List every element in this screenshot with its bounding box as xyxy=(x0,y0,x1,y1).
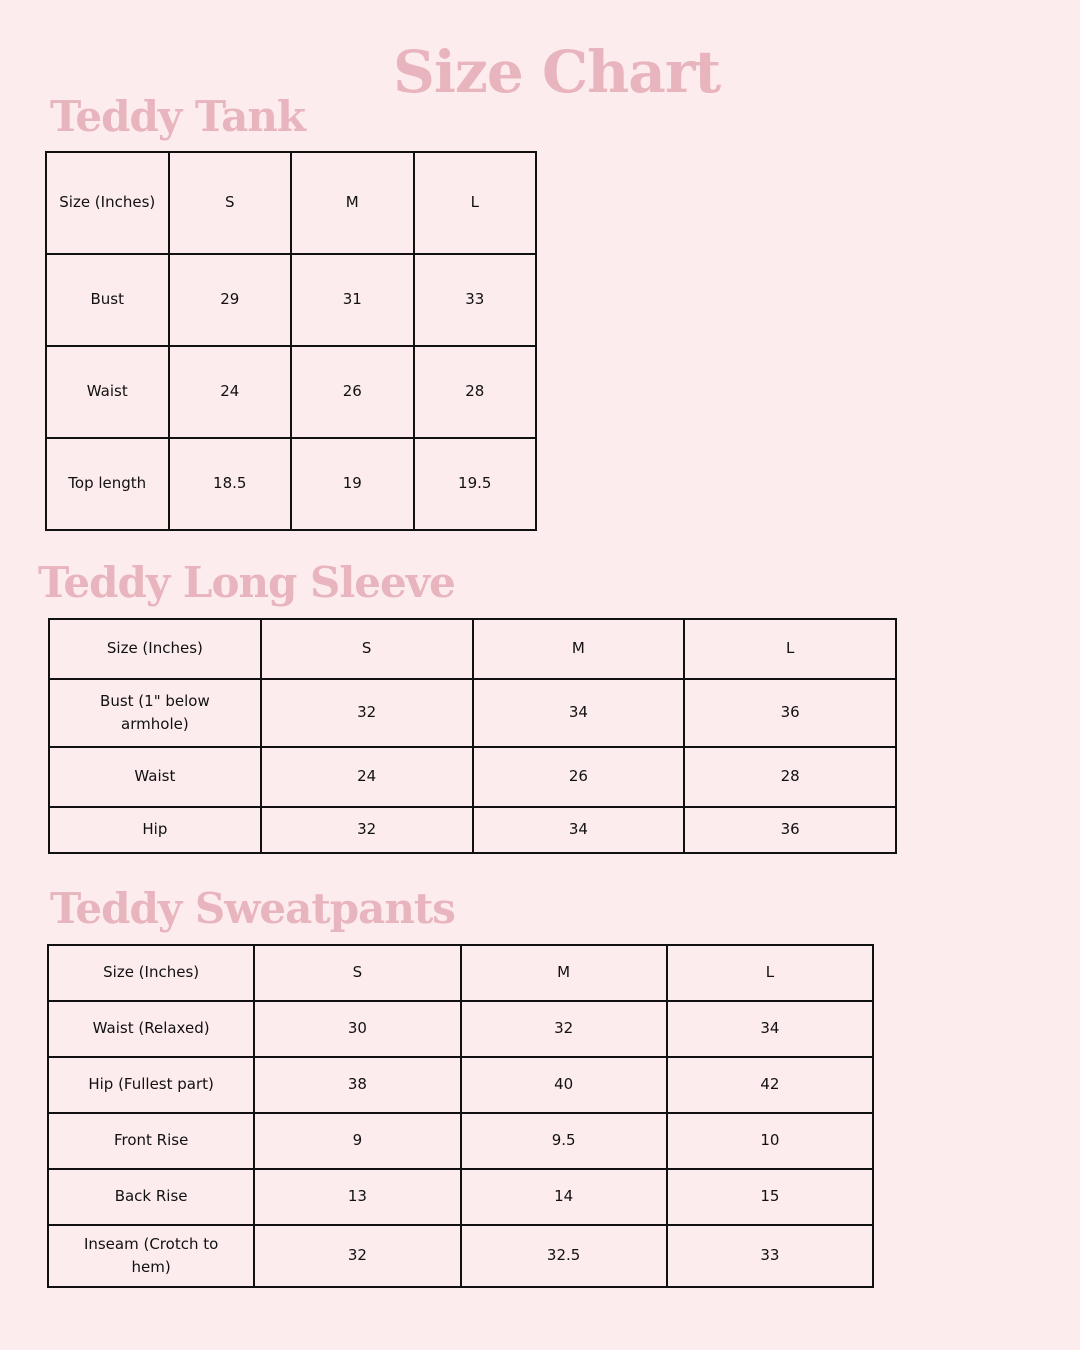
teddy-tank-title: Teddy Tank xyxy=(50,92,306,141)
row-label: Inseam (Crotch to hem) xyxy=(48,1225,254,1287)
header-cell-l: L xyxy=(684,619,896,679)
header-cell-l: L xyxy=(667,945,873,1001)
table-cell: 32 xyxy=(254,1225,460,1287)
table-cell: 42 xyxy=(667,1057,873,1113)
teddy-long-sleeve-title: Teddy Long Sleeve xyxy=(38,558,455,607)
table-cell: 34 xyxy=(667,1001,873,1057)
table-cell: 9.5 xyxy=(461,1113,667,1169)
table-cell: 33 xyxy=(414,254,537,346)
teddy-tank-size-table xyxy=(45,151,537,531)
row-label: Bust xyxy=(46,254,169,346)
header-cell-l: L xyxy=(414,152,537,254)
table-row xyxy=(49,747,896,807)
header-cell-s: S xyxy=(169,152,292,254)
row-label: Hip xyxy=(49,807,261,853)
page-title: Size Chart xyxy=(393,38,721,106)
table-header-row xyxy=(46,152,536,254)
table-cell: 40 xyxy=(461,1057,667,1113)
header-cell-s: S xyxy=(261,619,473,679)
row-label: Waist xyxy=(49,747,261,807)
header-cell-size: Size (Inches) xyxy=(49,619,261,679)
table-cell: 24 xyxy=(169,346,292,438)
table-row xyxy=(48,1057,873,1113)
header-cell-size: Size (Inches) xyxy=(48,945,254,1001)
table-row xyxy=(49,679,896,747)
table-cell: 30 xyxy=(254,1001,460,1057)
table-cell: 34 xyxy=(473,679,685,747)
table-cell: 19 xyxy=(291,438,414,530)
table-cell: 32 xyxy=(261,807,473,853)
row-label: Front Rise xyxy=(48,1113,254,1169)
row-label: Back Rise xyxy=(48,1169,254,1225)
table-row xyxy=(46,346,536,438)
table-header-row xyxy=(48,945,873,1001)
table-cell: 26 xyxy=(473,747,685,807)
table-cell: 9 xyxy=(254,1113,460,1169)
row-label: Bust (1" below armhole) xyxy=(49,679,261,747)
table-cell: 34 xyxy=(473,807,685,853)
table-cell: 18.5 xyxy=(169,438,292,530)
table-cell: 14 xyxy=(461,1169,667,1225)
table-cell: 13 xyxy=(254,1169,460,1225)
table-header-row xyxy=(49,619,896,679)
table-cell: 10 xyxy=(667,1113,873,1169)
table-cell: 28 xyxy=(684,747,896,807)
table-cell: 29 xyxy=(169,254,292,346)
header-cell-m: M xyxy=(291,152,414,254)
table-cell: 38 xyxy=(254,1057,460,1113)
table-cell: 28 xyxy=(414,346,537,438)
table-cell: 36 xyxy=(684,807,896,853)
teddy-sweatpants-title: Teddy Sweatpants xyxy=(50,884,455,933)
table-cell: 15 xyxy=(667,1169,873,1225)
table-row xyxy=(46,254,536,346)
table-row xyxy=(48,1113,873,1169)
table-cell: 32 xyxy=(261,679,473,747)
table-row xyxy=(46,438,536,530)
header-cell-m: M xyxy=(461,945,667,1001)
header-cell-m: M xyxy=(473,619,685,679)
row-label: Waist xyxy=(46,346,169,438)
teddy-long-sleeve-size-table xyxy=(48,618,897,854)
row-label: Hip (Fullest part) xyxy=(48,1057,254,1113)
table-cell: 33 xyxy=(667,1225,873,1287)
row-label: Waist (Relaxed) xyxy=(48,1001,254,1057)
table-row xyxy=(48,1169,873,1225)
table-row xyxy=(48,1225,873,1287)
table-cell: 26 xyxy=(291,346,414,438)
row-label: Top length xyxy=(46,438,169,530)
header-cell-s: S xyxy=(254,945,460,1001)
teddy-sweatpants-size-table xyxy=(47,944,874,1288)
table-cell: 24 xyxy=(261,747,473,807)
table-cell: 32.5 xyxy=(461,1225,667,1287)
table-cell: 32 xyxy=(461,1001,667,1057)
table-cell: 19.5 xyxy=(414,438,537,530)
table-cell: 31 xyxy=(291,254,414,346)
header-cell-size: Size (Inches) xyxy=(46,152,169,254)
table-cell: 36 xyxy=(684,679,896,747)
table-row xyxy=(48,1001,873,1057)
table-row xyxy=(49,807,896,853)
